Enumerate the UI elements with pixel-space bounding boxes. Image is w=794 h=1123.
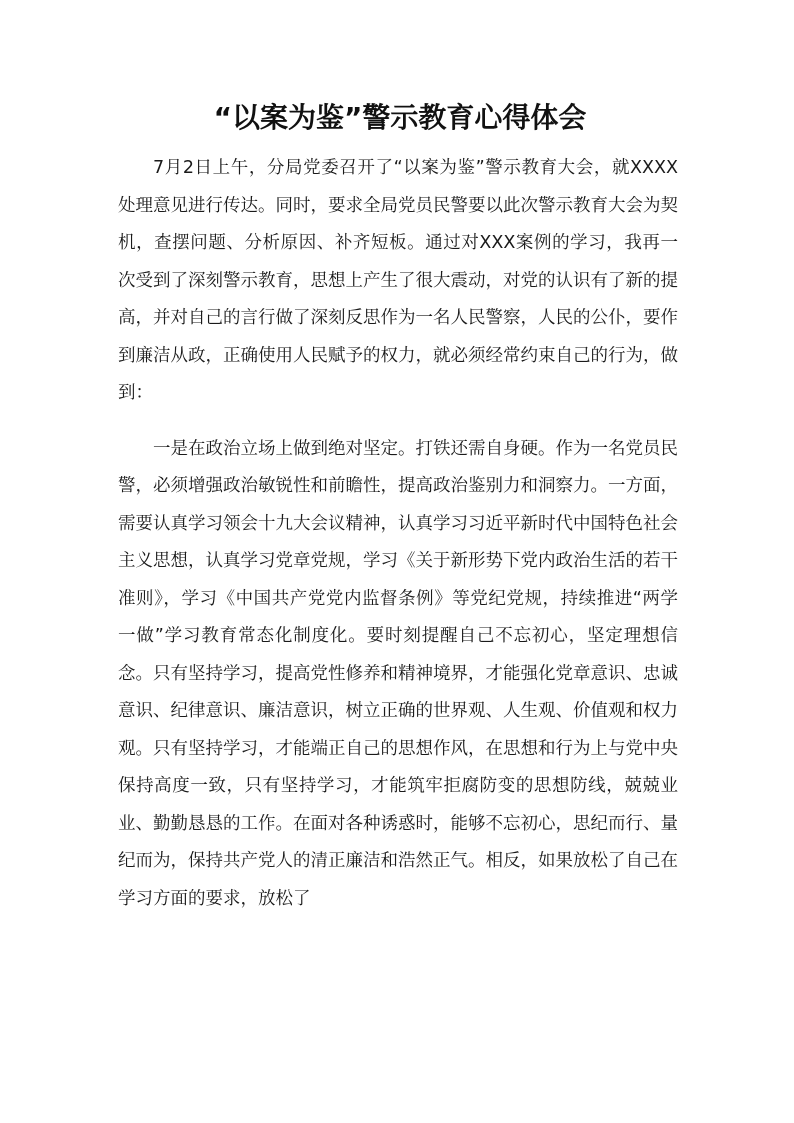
document-body xyxy=(118,150,678,918)
paragraph-point-one: 一是在政治立场上做到绝对坚定。打铁还需自身硬。作为一名党员民警，必须增强政治敏锐性和前瞻性，提高政治鉴别力和洞察力。一方面，需要认真学习领会十九大会议精神，认真学习习近平新时代中国特色社会主义思想，认真学习党章党规，学习《关于新形势下党内政治生活的若干准则》，学习《中国共产党党内监督条例》等党纪党规，持续推进“两学一做”学习教育常态化制度化。要时刻提醒自己不忘初心，坚定理想信念。只有坚持学习，提高党性修养和精神境界，才能强化党章意识、忠诚意识、纪律意识、廉洁意识，树立正确的世界观、人生观、价值观和权力观。只有坚持学习，才能端正自己的思想作风，在思想和行为上与党中央保持高度一致，只有坚持学习，才能筑牢拒腐防变的思想防线，兢兢业业、勤勤恳恳的工作。在面对各种诱惑时，能够不忘初心，思纪而行、量纪而为，保持共产党人的清正廉洁和浩然正气。相反，如果放松了自己在学习方面的要求，放松了 xyxy=(118,438,678,909)
document-title: “以案为鉴”警示教育心得体会 xyxy=(213,101,587,134)
paragraph-intro: 7月2日上午，分局党委召开了“以案为鉴”警示教育大会，就XXXX处理意见进行传达。同时，要求全局党员民警要以此次警示教育大会为契机，查摆问题、分析原因、补齐短板。通过对XXX案例的学习，我再一次受到了深刻警示教育，思想上产生了很大震动，对党的认识有了新的提高，并对自己的言行做了深刻反思作为一名人民警察，人民的公仆，要作到廉洁从政，正确使用人民赋予的权力，就必须经常约束自己的行为，做到： xyxy=(118,158,678,403)
